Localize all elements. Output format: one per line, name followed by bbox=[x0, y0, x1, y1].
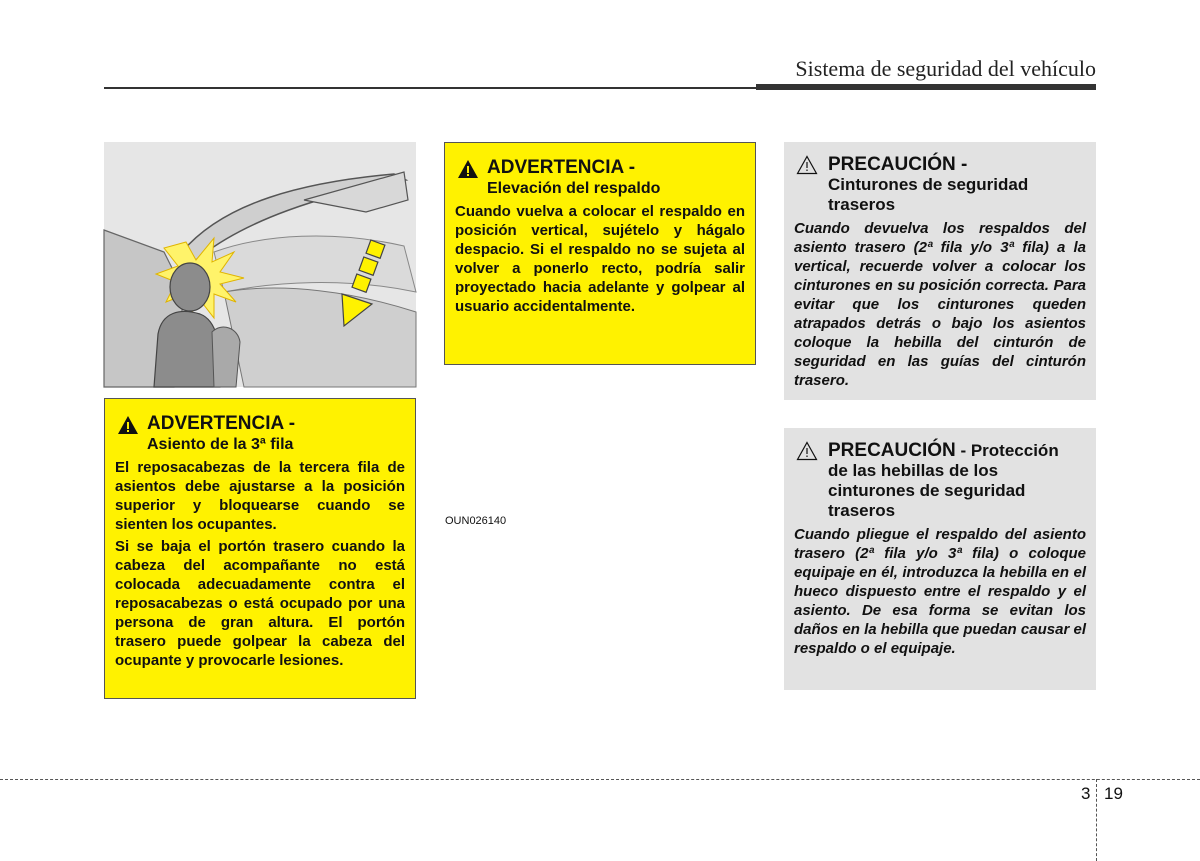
warning-paragraph: El reposacabezas de la tercera fila de asientos debe ajustarse a la posición superior y bloquearse cuando se sienten los ocupantes. bbox=[115, 459, 405, 533]
caution-subtitle-line: traseros bbox=[828, 501, 896, 520]
warning-paragraph: Si se baja el portón trasero cuando la cabeza del acompañante no está colocada adecuadamente contra el reposacabezas o está ocupado por una persona de gran altura. El portón trasero puede golpear la cabeza del ocupante y provocarle lesiones. bbox=[115, 538, 405, 669]
warning-triangle-icon bbox=[457, 159, 479, 179]
caution-body: Cuando pliegue el respaldo del asiento trasero (2ª fila y/o 3ª fila) o coloque equipaje en él, introduzca la hebilla en el hueco dispuesto entre el respaldo y el asiento. De esa forma se evitan los daños en la hebilla que puedan causar el respaldo o el equipaje. bbox=[794, 526, 1086, 657]
caution-body: Cuando devuelva los respaldos del asiento trasero (2ª fila y/o 3ª fila) a la vertical, recuerde volver a colocar los cinturones en su posición correcta. Para evitar que los cinturones queden atrapados detrás o bajo los asientos coloque la hebilla del cinturón de seguridad en las guías del cinturón trasero. bbox=[794, 220, 1086, 389]
warning-box-backrest bbox=[444, 142, 756, 365]
illustration-code: OUN026140 bbox=[445, 515, 507, 527]
caution-triangle-icon bbox=[796, 155, 818, 175]
footer-divider bbox=[1096, 779, 1097, 861]
caution-box-belts bbox=[784, 142, 1096, 400]
warning-title: ADVERTENCIA - bbox=[487, 157, 636, 178]
header-rule bbox=[104, 87, 756, 89]
page-number: 19 bbox=[1104, 784, 1123, 803]
header-rule-thick bbox=[756, 84, 1096, 90]
warning-paragraph: Cuando vuelva a colocar el respaldo en posición vertical, sujételo y hágalo despacio. Si el respaldo no se sujeta al volver a ponerlo recto, podría salir proyectado hacia adelante y golpear al usuario accidentalmente. bbox=[455, 203, 745, 315]
caution-subtitle-line: traseros bbox=[828, 195, 896, 214]
warning-title: ADVERTENCIA - bbox=[147, 413, 296, 434]
caution-subtitle-line: Cinturones de seguridad bbox=[828, 175, 1029, 194]
caution-triangle-icon bbox=[796, 441, 818, 461]
chapter-number: 3 bbox=[1081, 784, 1091, 803]
warning-box-headrest bbox=[104, 398, 416, 699]
caution-title: PRECAUCIÓN - bbox=[828, 154, 968, 175]
warning-subtitle: Elevación del respaldo bbox=[487, 180, 661, 197]
warning-triangle-icon bbox=[117, 415, 139, 435]
caution-subtitle-line: de las hebillas de los bbox=[828, 461, 999, 480]
caution-box-buckles bbox=[784, 428, 1096, 690]
section-title: Sistema de seguridad del vehículo bbox=[795, 56, 1096, 81]
footer-rule bbox=[0, 779, 1200, 780]
warning-subtitle: Asiento de la 3ª fila bbox=[147, 436, 294, 453]
caution-title: PRECAUCIÓN bbox=[828, 440, 956, 461]
caution-subtitle-line: cinturones de seguridad bbox=[828, 481, 1026, 500]
headrest-impact-illustration-icon bbox=[104, 142, 416, 387]
caution-title-suffix: - Protección bbox=[955, 441, 1059, 460]
